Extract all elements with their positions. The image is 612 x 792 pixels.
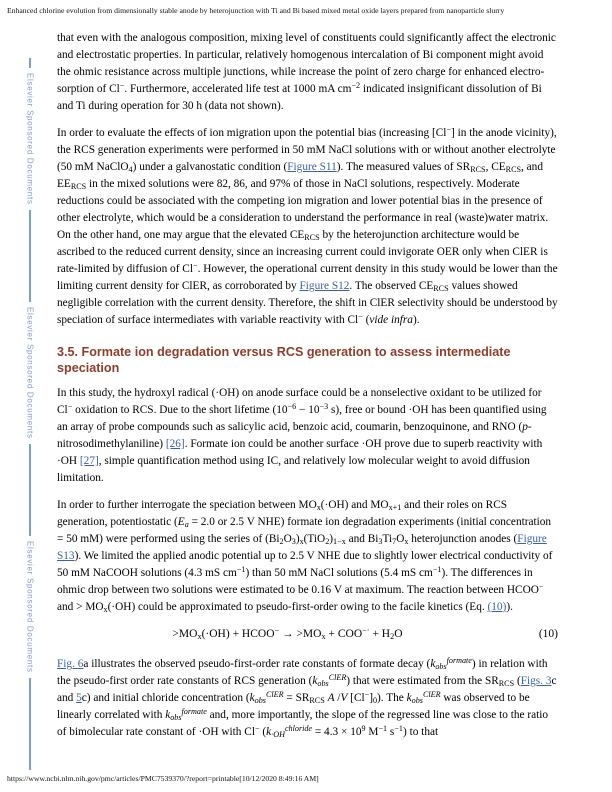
text-run: − [364, 689, 370, 699]
text-run: A [327, 692, 335, 704]
text-link[interactable]: (10) [487, 601, 507, 613]
text-run: −1 [432, 564, 442, 574]
text-run: vide infra [369, 314, 413, 326]
text-run: obs [254, 695, 266, 705]
running-header: Enhanced chlorine evolution from dimensionally stable anode by heterojunction with Ti and Bi based mixed metal oxide layers prepared from nanoparticle slurry [7, 6, 505, 15]
text-run: RCS [304, 232, 320, 242]
text-run: x [316, 502, 321, 512]
text-run: 2 [279, 536, 284, 546]
text-run: RCS [433, 283, 449, 293]
text-run: − [254, 723, 260, 733]
text-run: 2 [325, 536, 330, 546]
text-run: obs [435, 661, 447, 671]
text-run: − [274, 625, 280, 635]
article-body [57, 30, 558, 751]
text-run: 9 [361, 723, 366, 733]
text-run: k [430, 658, 436, 670]
text-run: −1 [236, 564, 246, 574]
paragraph: that even with the analogous composition, mixing level of constituents could significantly affect the electronic and electrostatic properties. In particular, relatively homogenous intercalation of Bi component might avoid the ohmic resistance across multiple junctions, while increase the point of zero charge for enhanced electro-sorption of Cl−. Furthermore, accelerated life test at 1000 mA $cm^{-2}$ indicated insignificant dissolution of Bi and Ti during operation for 30 h (data not shown). [57, 32, 556, 112]
text-run: ClER [422, 689, 441, 699]
text-run: formate [446, 655, 472, 665]
text-run: 1−x [333, 536, 346, 546]
text-run: p [522, 421, 528, 433]
text-run: RCS [498, 678, 515, 688]
paragraph: In this study, the hydroxyl radical (·OH) on anode surface could be a nonselective oxidant to be utilized for Cl− oxidation to RCS. Due to the short lifetime ($10^{-6} - 10^{-3}$ s), free or bound ·OH has been quantified using an array of probe compounds such as salicylic acid, benzoic acid, coumarin, benzoquinone, and RNO (p-nitrosodimethylaniline) [26]. Formate ion could be another surface ·OH prove due to superb reactivity with ·OH [27], simple quantification method using IC, and relatively low molecular weight to avoid diffusion limitation. [57, 387, 547, 484]
sidebar-watermark-label: Elsevier Sponsored Documents [25, 541, 35, 673]
text-run: x [404, 536, 409, 546]
text-run: −· [362, 625, 370, 635]
text-run: obs [170, 712, 182, 722]
text-run: − [192, 260, 198, 270]
sidebar-rule [29, 210, 31, 302]
sidebar-watermark [20, 58, 40, 770]
text-run: a [184, 519, 189, 529]
text-link[interactable]: Figure S12 [299, 280, 350, 292]
text-run: k [312, 675, 318, 687]
text-run: k [165, 709, 171, 721]
paragraph: Fig. 6a illustrates the observed pseudo-first-order rate constants of formate decay $(k_{obs}^{formate})$ in relation with the pseudo-first order rate constants of RCS generation $(k_{obs}^{ClER})$ that were estimated from the $SR_{RCS}$ (Figs. 3c and 5c) and initial chloride concentration ($k_{obs}^{ClER} = SR_{RCS}$ A /V $[Cl^-]_0$). The $k_{obs}^{ClER}$ was observed to be linearly correlated with $k_{obs}^{formate}$ and, more importantly, the slope of the regressed line was close to the ratio of bimolecular rate constant of ·OH with Cl− ($k_{\cdot OH}^{chloride} = 4.3 \times 10^9$ $M^{-1}$ $s^{-1}$) to that [57, 655, 557, 739]
text-run: −1 [394, 723, 403, 733]
sidebar-rule [29, 678, 31, 770]
text-run: chloride [284, 723, 313, 733]
text-run: ClER [328, 672, 347, 682]
text-run: −2 [351, 80, 361, 90]
text-link[interactable]: Figs. 3 [520, 675, 552, 687]
text-link[interactable]: Figure S13 [57, 533, 547, 562]
text-run: − [358, 311, 363, 321]
text-run: ClER [265, 689, 284, 699]
sidebar-watermark-label: Elsevier Sponsored Documents [25, 73, 35, 205]
text-run: − [67, 401, 73, 411]
text-run: x [197, 631, 202, 641]
text-run: 3 [291, 536, 296, 546]
text-link[interactable]: Fig. 6 [57, 658, 84, 670]
text-run: − [119, 80, 125, 90]
paragraph: In order to evaluate the effects of ion migration upon the potential bias (increasing [Cl−] in the anode vicinity), the RCS generation experiments were performed in 50 mM NaCl solutions with or without another electrolyte (50 mM NaClO$_4$) under a galvanostatic condition (Figure S11). The measured values of $SR_{RCS}$, $CE_{RCS}$, and $EE_{RCS}$ in the mixed solutions were 82, 86, and 97% of those in NaCl solutions, respectively. Moderate reductions could be associated with the competing ion migration and lower potential bias in the presence of other electrolyte, which would be a consideration to understand the performance in real (waste)water matrix. On the other hand, one may argue that the elevated $CE_{RCS}$ by the heterojunction architecture would be ascribed to the reduced current density, since an increasing current could invigorate OER only when ClER is rate-limited by diffusion of Cl−. However, the operational current density in this study would be lower than the limiting current density for ClER, as corroborated by Figure S12. The observed $CE_{RCS}$ values showed negligible correlation with the current density. Therefore, the shift in ClER selectivity should be understood by speciation of surface intermediates with variable reactivity with Cl− (vide infra). [57, 124, 558, 326]
text-link[interactable]: Figure S11 [287, 161, 337, 173]
text-run: x [103, 604, 108, 614]
text-run: RCS [70, 181, 87, 191]
text-run: k [266, 726, 272, 738]
text-run: x [299, 536, 304, 546]
text-run: k [249, 692, 255, 704]
text-run: ·OH [271, 729, 285, 739]
equation-body: $>MO_x(\cdot OH)$ + HCOO− → $>MO_x + COO^{-\cdot} + H_2O$ [172, 625, 403, 641]
text-run: −6 [287, 401, 297, 411]
sidebar-rule [29, 444, 31, 536]
text-run: −1 [378, 723, 388, 733]
text-link[interactable]: [26] [165, 438, 185, 450]
text-run: E [177, 516, 185, 528]
text-run: 0 [372, 695, 378, 705]
text-link[interactable]: 5 [76, 692, 82, 704]
text-run: 3 [378, 536, 383, 546]
text-run: x [321, 631, 326, 641]
text-run: obs [411, 695, 423, 705]
text-run: x+1 [388, 502, 402, 512]
text-run: − [538, 581, 544, 591]
text-run: RCS [309, 695, 325, 705]
text-run: RCS [505, 164, 522, 174]
text-run: V [340, 692, 348, 704]
section-heading: 3.5. Formate ion degradation versus RCS generation to assess intermediate speciation [57, 345, 511, 375]
text-run: 7 [392, 536, 397, 546]
equation [57, 626, 558, 643]
sidebar-watermark-label: Elsevier Sponsored Documents [25, 307, 35, 439]
sidebar-rule-cap [29, 58, 31, 68]
text-link[interactable]: [27] [79, 455, 99, 467]
paragraph: In order to further interrogate the speciation between $MO_x(\cdot OH)$ and $MO_{x+1}$ and their roles on RCS generation, potentiostatic ($E_a = 2.0$ or 2.5 V NHE) formate ion degradation experiments (initial concentration = 50 mM) were performed using the series of $(Bi_2O_3)_x(TiO_2)_{1-x}$ and $Bi_3Ti_7O_x$ heterojunction anodes (Figure S13). We limited the applied anodic potential up to 2.5 V NHE due to slightly lower electrical conductivity of 50 mM NaCOOH solutions (4.3 mS $cm^{-1}$) than 50 mM NaCl solutions (5.4 mS $cm^{-1}$). The differences in ohmic drop between two solutions were estimated to be 0.16 V at maximum. The reaction between HCOO− and > $MO_x(\cdot OH)$ could be approximated to pseudo-first-order owing to the facile kinetics (Eq. (10)). [57, 499, 553, 614]
text-run: 4 [128, 164, 133, 174]
text-run: 2 [390, 631, 395, 641]
footer-url: https://www.ncbi.nlm.nih.gov/pmc/articles/PMC7539370/?report=printable[10/12/2020 8:49:16 AM] [7, 774, 319, 783]
text-run: obs [317, 678, 329, 688]
text-run: RCS [470, 164, 486, 174]
text-run: formate [181, 706, 207, 716]
equation-number: (10) [538, 628, 558, 640]
text-run: k [406, 692, 412, 704]
text-run: − [446, 124, 452, 134]
text-run: −3 [319, 401, 329, 411]
